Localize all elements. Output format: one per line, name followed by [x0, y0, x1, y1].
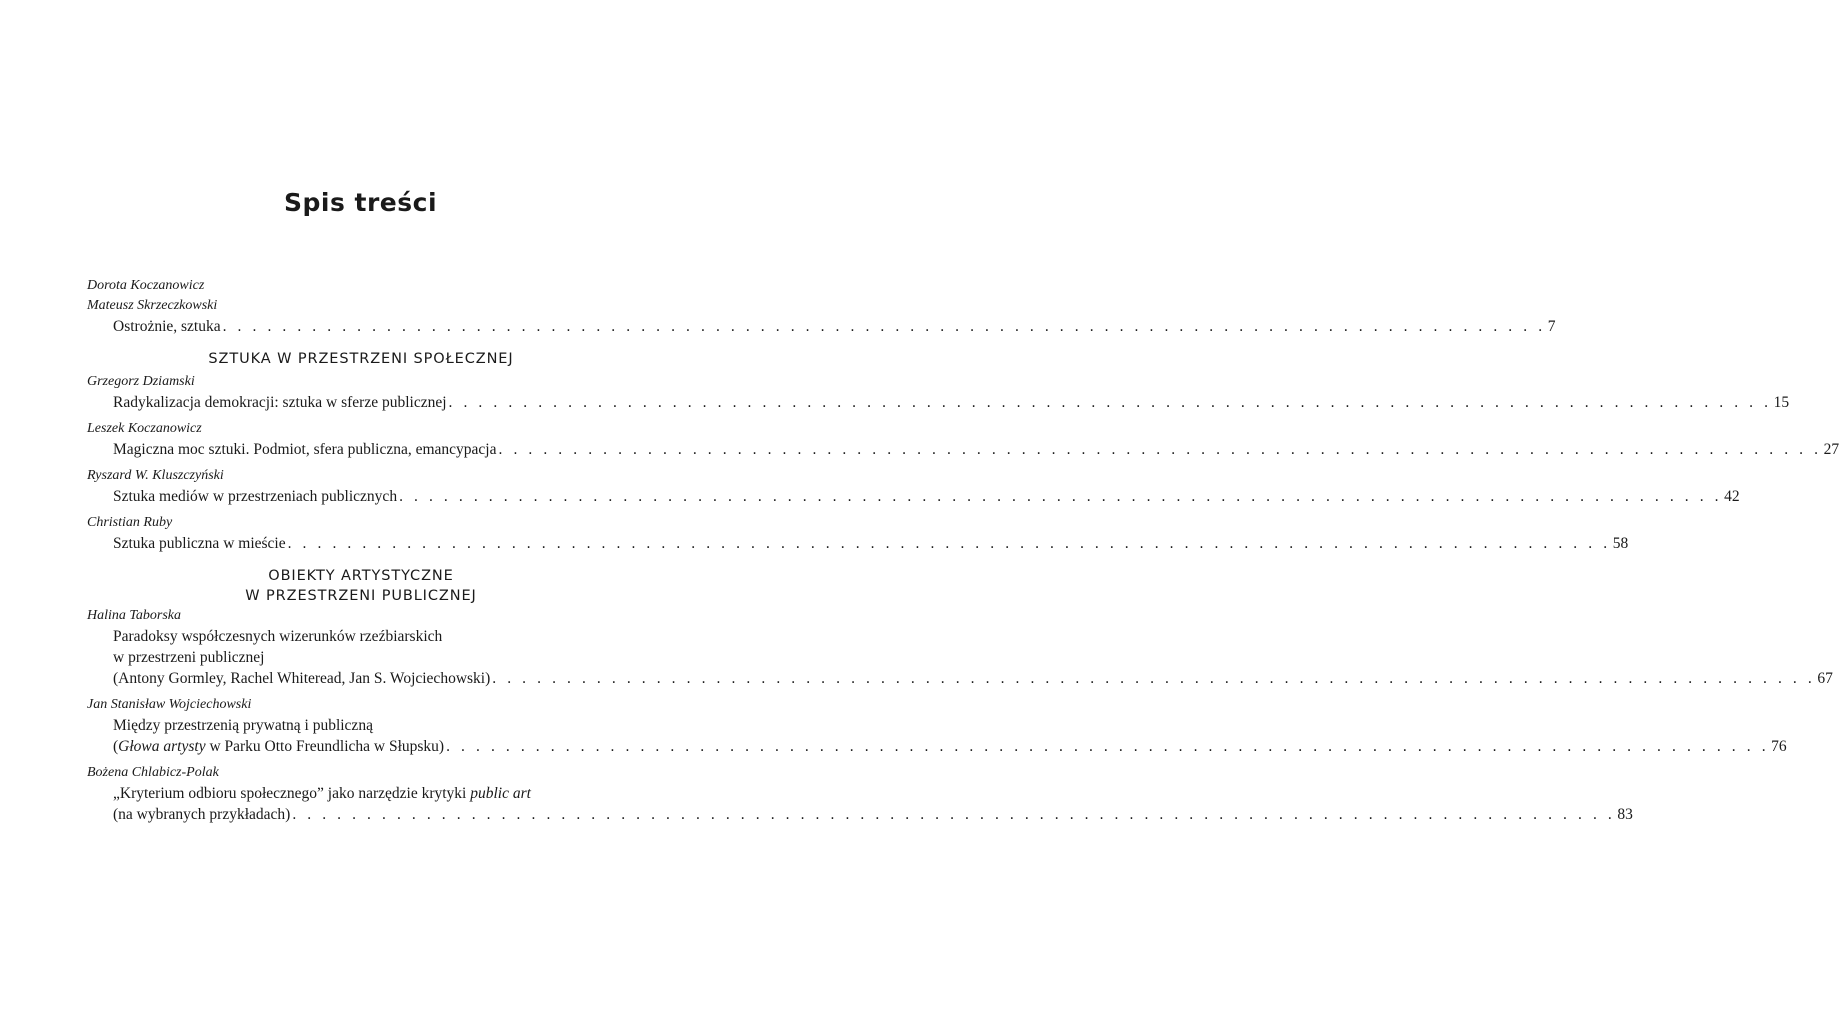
- entry-title-row[interactable]: [87, 486, 1740, 507]
- dot-leader: . . . . . . . . . . . . . . . . . . . . . . . . . . . . . . . . . . . . . . . . . . . . . . . . . . . . . . . . . . . . . . . . . . . . . . . . . . . . . . . . . . . . . . . . .: [292, 806, 1616, 823]
- page-number: 42: [1724, 488, 1740, 505]
- entry-title-line: Między przestrzenią prywatną i publiczną: [113, 717, 373, 734]
- dot-leader: . . . . . . . . . . . . . . . . . . . . . . . . . . . . . . . . . . . . . . . . . . . . . . . . . . . . . . . . . . . . . . . . . . . . . . . . . . . . . . . . . . . . . . . . .: [448, 394, 1772, 411]
- entry-title-row[interactable]: [87, 804, 1633, 825]
- entry-author: Grzegorz Dziamski: [87, 374, 195, 389]
- page-title: Spis treści: [283, 188, 438, 217]
- entry-title: Sztuka publiczna w mieście: [113, 535, 286, 552]
- entry-title: [113, 736, 444, 757]
- toc-entry: [87, 606, 1833, 689]
- page-number: 76: [1771, 738, 1787, 755]
- page-number: 67: [1817, 670, 1833, 687]
- dot-leader: . . . . . . . . . . . . . . . . . . . . . . . . . . . . . . . . . . . . . . . . . . . . . . . . . . . . . . . . . . . . . . . . . . . . . . . . . . . . . . . . . . . . . . . . .: [222, 318, 1546, 335]
- page-number: 27: [1823, 441, 1839, 458]
- entry-author: Dorota Koczanowicz: [87, 278, 205, 293]
- entry-title-line: Paradoksy współczesnych wizerunków rzeźbiarskich: [113, 628, 443, 645]
- entry-author: Christian Ruby: [87, 515, 173, 530]
- dot-leader: . . . . . . . . . . . . . . . . . . . . . . . . . . . . . . . . . . . . . . . . . . . . . . . . . . . . . . . . . . . . . . . . . . . . . . . . . . . . . . . . . . . . . . . . .: [399, 488, 1723, 505]
- entry-title: Magiczna moc sztuki. Podmiot, sfera publiczna, emancypacja: [113, 441, 497, 458]
- entry-author: Mateusz Skrzeczkowski: [87, 298, 218, 313]
- toc-entry: [87, 419, 1839, 460]
- entry-author: Leszek Koczanowicz: [87, 421, 202, 436]
- artwork-title: Głowa artysty: [118, 738, 206, 755]
- page-number: 7: [1547, 318, 1556, 335]
- page-number: 83: [1617, 806, 1633, 823]
- entry-title-row[interactable]: [87, 533, 1629, 554]
- section-heading: W PRZESTRZENI PUBLICZNEJ: [245, 588, 477, 604]
- toc-entry-intro: [87, 276, 1556, 337]
- entry-title-row[interactable]: [87, 668, 1833, 689]
- table-of-contents: [87, 276, 1839, 831]
- entry-title-main: „Kryterium odbioru społecznego” jako narzędzie krytyki: [113, 785, 471, 802]
- entry-title: Ostrożnie, sztuka: [113, 318, 221, 335]
- entry-title-row[interactable]: [87, 316, 1556, 337]
- entry-title-line: [87, 783, 635, 804]
- entry-title-row[interactable]: [87, 736, 1787, 757]
- entry-author: Jan Stanisław Wojciechowski: [87, 697, 252, 712]
- entry-title: (Antony Gormley, Rachel Whiteread, Jan S. Wojciechowski): [113, 670, 491, 687]
- entry-title: Sztuka mediów w przestrzeniach publicznych: [113, 488, 398, 505]
- entry-title-rest: w Parku Otto Freundlicha w Słupsku): [205, 738, 445, 755]
- entry-title-line: w przestrzeni publicznej: [113, 649, 265, 666]
- entry-title-row[interactable]: [87, 392, 1790, 413]
- toc-entry: [87, 695, 1787, 757]
- entry-title-row[interactable]: [87, 439, 1839, 460]
- toc-entry: [87, 466, 1740, 507]
- section-heading: SZTUKA W PRZESTRZENI SPOŁECZNEJ: [208, 351, 514, 367]
- entry-author: Bożena Chlabicz-Polak: [87, 765, 219, 780]
- entry-title-italic: public art: [470, 785, 531, 802]
- toc-entry: [87, 763, 1633, 825]
- dot-leader: . . . . . . . . . . . . . . . . . . . . . . . . . . . . . . . . . . . . . . . . . . . . . . . . . . . . . . . . . . . . . . . . . . . . . . . . . . . . . . . . . . . . . . . . .: [498, 441, 1822, 458]
- page-number: 58: [1612, 535, 1629, 552]
- entry-title: (na wybranych przykładach): [113, 806, 291, 823]
- entry-author: Ryszard W. Kluszczyński: [87, 468, 224, 483]
- section-heading: OBIEKTY ARTYSTYCZNE: [268, 568, 454, 584]
- dot-leader: . . . . . . . . . . . . . . . . . . . . . . . . . . . . . . . . . . . . . . . . . . . . . . . . . . . . . . . . . . . . . . . . . . . . . . . . . . . . . . . . . . . . . . . . .: [287, 535, 1611, 552]
- page-number: 15: [1773, 394, 1790, 411]
- entry-author: Halina Taborska: [87, 608, 182, 623]
- dot-leader: . . . . . . . . . . . . . . . . . . . . . . . . . . . . . . . . . . . . . . . . . . . . . . . . . . . . . . . . . . . . . . . . . . . . . . . . . . . . . . . . . . . . . . . . .: [492, 670, 1816, 687]
- entry-title: Radykalizacja demokracji: sztuka w sferze publicznej: [113, 394, 447, 411]
- dot-leader: . . . . . . . . . . . . . . . . . . . . . . . . . . . . . . . . . . . . . . . . . . . . . . . . . . . . . . . . . . . . . . . . . . . . . . . . . . . . . . . . . . . . . . . . .: [446, 738, 1770, 755]
- toc-entry: [87, 372, 1790, 413]
- toc-entry: [87, 513, 1629, 554]
- paren-open: (: [113, 738, 119, 755]
